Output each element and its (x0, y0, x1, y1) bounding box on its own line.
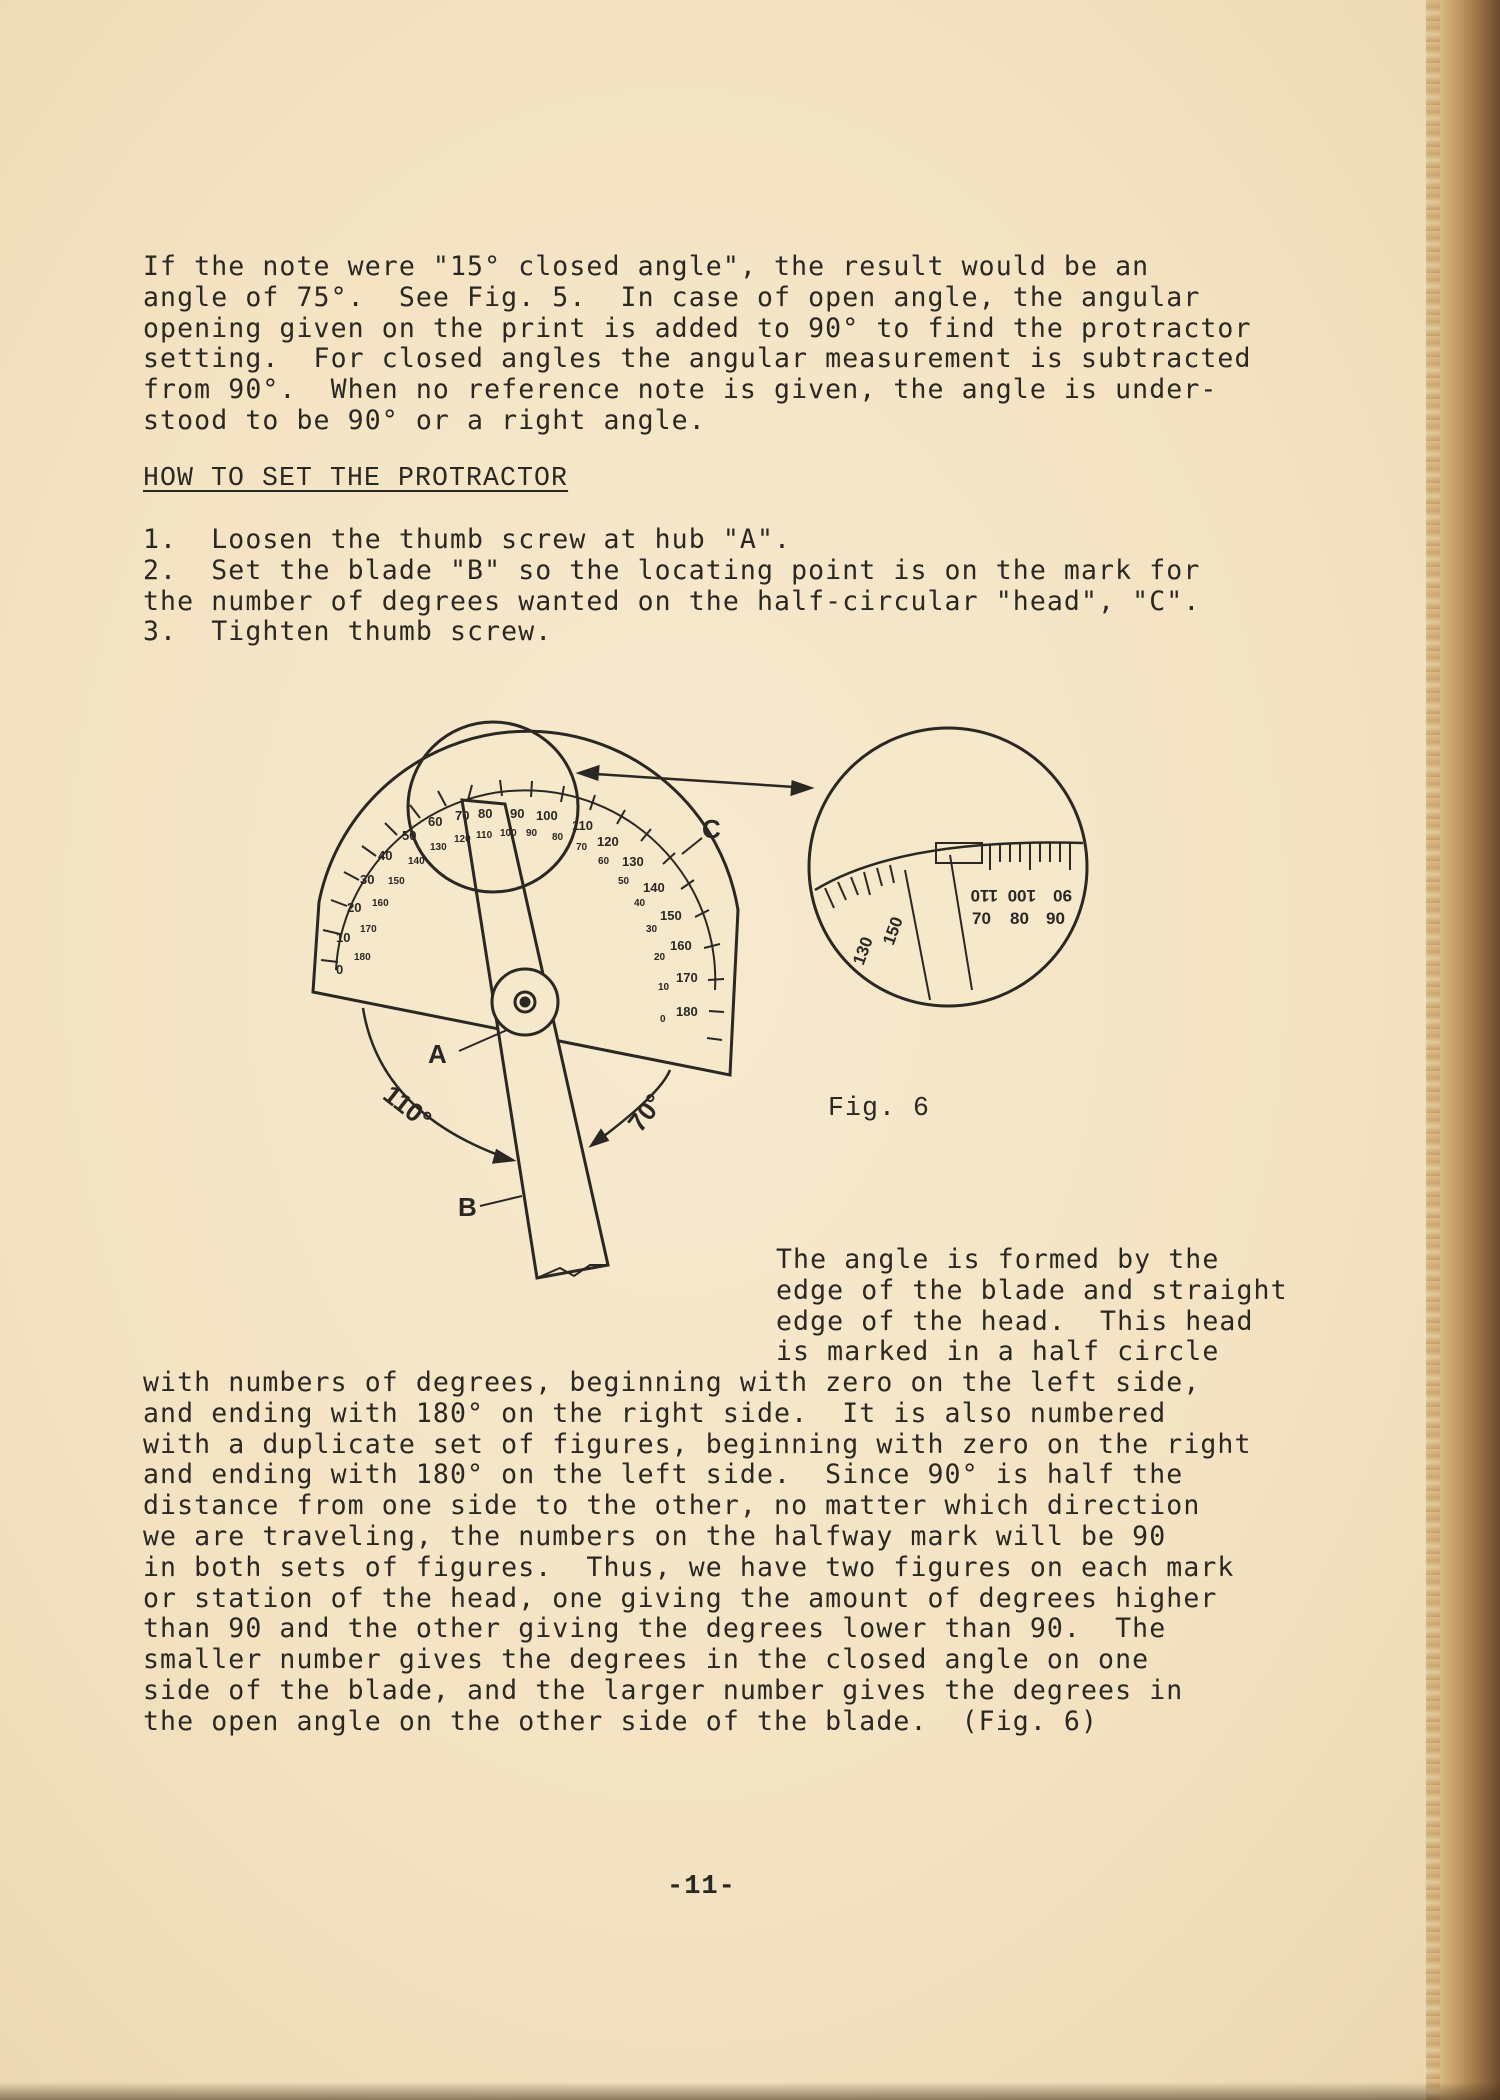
zoom-number: 90 (1046, 909, 1065, 928)
scale-number: 0 (336, 962, 344, 977)
page-bottom-shadow (0, 2082, 1500, 2100)
open-angle-label: 110° (377, 1078, 438, 1135)
scale-number: 100 (536, 808, 558, 823)
zoom-number: 130 (849, 934, 877, 968)
scale-number: 90 (510, 806, 525, 821)
scale-number: 120 (597, 834, 619, 849)
scale-number-inner: 0 (660, 1014, 666, 1025)
scale-number: 30 (360, 872, 375, 887)
scale-number-inner: 150 (388, 876, 405, 887)
zoom-number: 80 (1010, 909, 1029, 928)
scale-number: 180 (676, 1004, 698, 1019)
scale-number-inner: 100 (500, 828, 517, 839)
section-heading: HOW TO SET THE PROTRACTOR (143, 463, 569, 493)
scale-number: 20 (347, 900, 362, 915)
zoom-number: 150 (879, 914, 907, 948)
scale-number-inner: 60 (598, 856, 610, 867)
scale-number: 40 (378, 848, 393, 863)
label-c: C (702, 814, 721, 844)
scale-number: 60 (428, 814, 443, 829)
scale-number: 170 (676, 970, 698, 985)
scale-number-inner: 180 (354, 952, 371, 963)
scale-number-inner: 160 (372, 898, 389, 909)
scale-number: 70 (455, 808, 470, 823)
closed-angle-label: 70° (621, 1087, 670, 1138)
scale-number: 50 (402, 828, 417, 843)
intro-paragraph: If the note were "15° closed angle", the result would be an angle of 75°. See Fig. 5. In case of open angle, the angular opening given on the print is added to 90° to find the protractor setting. For closed angles the angular measurement is subtracted from 90°. When no reference note is given, the angle is under- stood to be 90° or a right angle. (143, 251, 1252, 436)
scale-number-inner: 30 (646, 924, 658, 935)
body-paragraph: with numbers of degrees, beginning with zero on the left side, and ending with 180° on the right side. It is also numbered with a duplicate set of figures, beginning with zero on the right and ending with 180° on the left side. Since 90° is half the distance from one side to the other, no matter which direction we are traveling, the numbers on the halfway mark will be 90 in both sets of figures. Thus, we have two figures on each mark or station of the head, one giving the amount of degrees higher than 90 and the other giving the degrees lower than 90. The smaller number gives the degrees in the closed angle on one side of the blade, and the larger number gives the degrees in the open angle on the other side of the blade. (Fig. 6) (143, 1367, 1252, 1737)
figure-caption: Fig. 6 (828, 1093, 931, 1123)
page-number: -11- (667, 1872, 736, 1902)
label-a: A (428, 1039, 447, 1069)
scale-number-inner: 40 (634, 898, 646, 909)
side-paragraph: The angle is formed by the edge of the blade and straight edge of the head. This head is marked in a half circle (776, 1244, 1288, 1368)
zoom-number: 90 (1053, 886, 1072, 905)
scale-number-inner: 10 (658, 982, 670, 993)
scale-number-inner: 140 (408, 856, 425, 867)
open-angle-arc (363, 1008, 512, 1160)
scale-number: 160 (670, 938, 692, 953)
scale-number-inner: 70 (576, 842, 588, 853)
scale-number-inner: 80 (552, 832, 564, 843)
closed-angle-arrowhead (592, 1131, 607, 1145)
thumb-screw (521, 998, 529, 1006)
scale-number: 80 (478, 806, 493, 821)
scale-number-inner: 110 (476, 830, 493, 841)
steps-list: 1. Loosen the thumb screw at hub "A". 2. Set the blade "B" so the locating point is on the mark for the number of degrees wanted on the half-circular "head", "C". 3. Tighten thumb screw. (143, 524, 1201, 648)
label-b: B (458, 1192, 477, 1222)
scale-number: 130 (622, 854, 644, 869)
open-angle-arrowhead (494, 1151, 512, 1162)
label-b-leader (480, 1196, 522, 1206)
scale-number-inner: 50 (618, 876, 630, 887)
zoom-number: 110 (970, 886, 998, 905)
scale-number: 140 (643, 880, 665, 895)
scale-number-inner: 90 (526, 828, 538, 839)
scale-number-inner: 130 (430, 842, 447, 853)
zoom-circle (809, 728, 1087, 1006)
scale-number-inner: 170 (360, 924, 377, 935)
scale-number: 110 (572, 818, 593, 833)
scale-number-inner: 120 (454, 834, 471, 845)
arrowhead-right (792, 782, 810, 794)
zoom-number: 100 (1007, 886, 1036, 905)
scale-number-inner: 20 (654, 952, 666, 963)
scale-number: 150 (660, 908, 682, 923)
zoom-number: 70 (972, 909, 991, 928)
scale-number: 10 (336, 930, 351, 945)
